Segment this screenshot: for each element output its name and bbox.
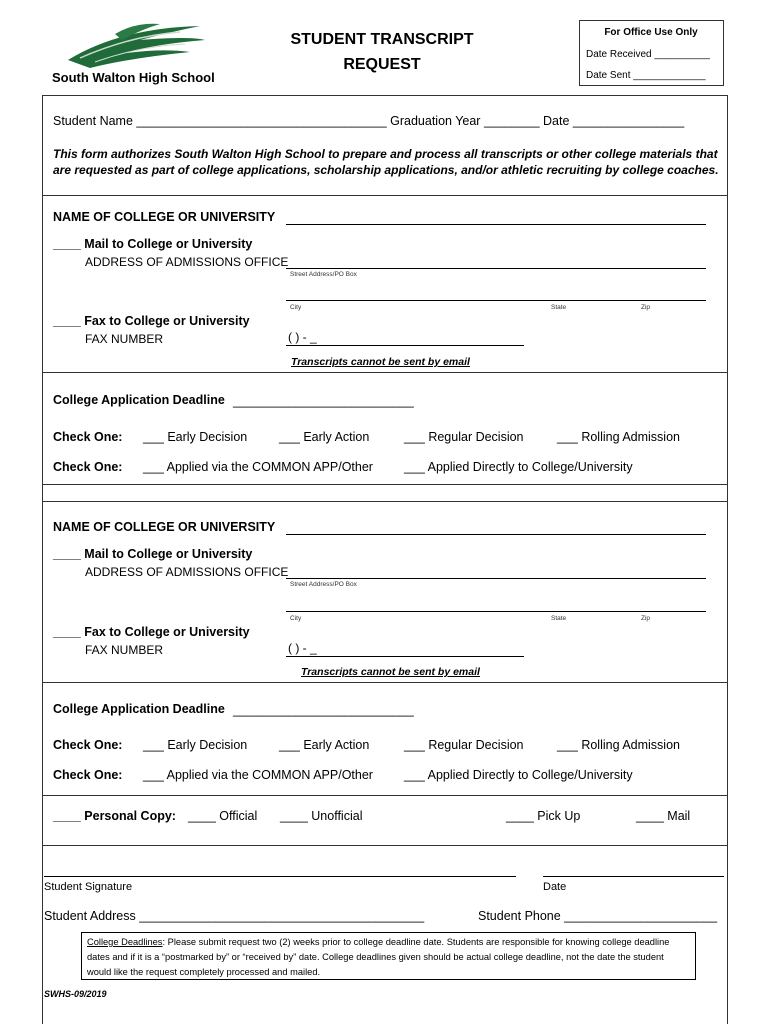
state-caption: State (551, 304, 567, 311)
fax-number-label: FAX NUMBER (85, 332, 164, 346)
student-address-field[interactable]: Student Address _________________________________________ (44, 909, 425, 923)
fax-option-label[interactable]: ____ Fax to College or University (53, 314, 250, 328)
no-email-note: Transcripts cannot be sent by email (291, 356, 470, 368)
applied-directly-option[interactable]: ___ Applied Directly to College/University (404, 460, 633, 474)
mail-option[interactable]: ____ Mail (636, 809, 691, 823)
official-option[interactable]: ____ Official (188, 809, 258, 823)
unofficial-option[interactable]: ____ Unofficial (280, 809, 363, 823)
check-one-label: Check One: (53, 768, 123, 782)
early-decision-option[interactable]: ___ Early Decision (143, 738, 248, 752)
city-state-zip-input[interactable] (286, 611, 706, 612)
signature-date-input[interactable] (543, 876, 724, 877)
check-one-label: Check One: (53, 460, 123, 474)
fax-number-input[interactable]: ( ) - _ (288, 330, 317, 344)
pick-up-option[interactable]: ____ Pick Up (506, 809, 581, 823)
common-app-option[interactable]: ___ Applied via the COMMON APP/Other (143, 768, 373, 782)
form-title-line2: REQUEST (343, 56, 421, 73)
personal-copy-option[interactable]: ____ Personal Copy: (53, 809, 176, 823)
fax-option-label[interactable]: ____ Fax to College or University (53, 625, 250, 639)
college-name-input[interactable] (286, 534, 706, 535)
fax-number-label: FAX NUMBER (85, 643, 164, 657)
zip-caption: Zip (641, 304, 651, 311)
section-divider (42, 795, 728, 796)
note-lead: College Deadlines (87, 937, 163, 947)
early-action-option[interactable]: ___ Early Action (279, 738, 370, 752)
early-decision-option[interactable]: ___ Early Decision (143, 430, 248, 444)
section-divider (42, 682, 728, 683)
city-state-zip-input[interactable] (286, 300, 706, 301)
deadline-input[interactable]: __________________________ (233, 394, 414, 408)
office-use-box (579, 20, 724, 86)
school-name: South Walton High School (52, 70, 215, 85)
city-caption: City (290, 615, 302, 622)
city-caption: City (290, 304, 302, 311)
deadline-input[interactable]: __________________________ (233, 703, 414, 717)
office-use-title: For Office Use Only (604, 27, 698, 38)
form-code: SWHS-09/2019 (44, 989, 107, 999)
zip-caption: Zip (641, 615, 651, 622)
fax-number-input[interactable]: ( ) - _ (288, 641, 317, 655)
street-input[interactable] (286, 268, 706, 269)
signature-date-label: Date (543, 881, 567, 893)
early-action-option[interactable]: ___ Early Action (279, 430, 370, 444)
check-one-label: Check One: (53, 430, 123, 444)
applied-directly-option[interactable]: ___ Applied Directly to College/University (404, 768, 633, 782)
authorization-statement: This form authorizes South Walton High School to prepare and process all transcripts or other college materials that are requested as part of college applications, scholarship applications, and/or athletic recruiting by college coaches. (53, 147, 719, 177)
school-logo-icon (60, 18, 210, 70)
address-label: ADDRESS OF ADMISSIONS OFFICE (85, 255, 289, 269)
date-sent-field[interactable]: Date Sent _____________ (586, 70, 706, 81)
no-email-note: Transcripts cannot be sent by email (301, 666, 480, 678)
signature-label: Student Signature (44, 881, 133, 893)
fax-underline (286, 656, 524, 657)
address-label: ADDRESS OF ADMISSIONS OFFICE (85, 565, 289, 579)
rolling-admission-option[interactable]: ___ Rolling Admission (557, 738, 680, 752)
rolling-admission-option[interactable]: ___ Rolling Admission (557, 430, 680, 444)
student-name-line[interactable]: Student Name ____________________________________ Graduation Year ________ Date ________________ (53, 114, 685, 128)
street-caption: Street Address/PO Box (290, 271, 357, 278)
form-title-line1: STUDENT TRANSCRIPT (290, 31, 474, 48)
street-caption: Street Address/PO Box (290, 581, 357, 588)
signature-input[interactable] (44, 876, 516, 877)
college-name-input[interactable] (286, 224, 706, 225)
regular-decision-option[interactable]: ___ Regular Decision (404, 738, 524, 752)
regular-decision-option[interactable]: ___ Regular Decision (404, 430, 524, 444)
check-one-label: Check One: (53, 738, 123, 752)
college-name-label: NAME OF COLLEGE OR UNIVERSITY (53, 520, 276, 534)
mail-option-label[interactable]: ____ Mail to College or University (53, 547, 253, 561)
date-received-field[interactable]: Date Received __________ (586, 49, 710, 60)
common-app-option[interactable]: ___ Applied via the COMMON APP/Other (143, 460, 373, 474)
state-caption: State (551, 615, 567, 622)
street-input[interactable] (286, 578, 706, 579)
mail-option-label[interactable]: ____ Mail to College or University (53, 237, 253, 251)
deadline-label: College Application Deadline (53, 393, 225, 407)
section-divider (42, 372, 728, 373)
note-text: : Please submit request two (2) weeks prior to college deadline date. Students are responsible for knowing college deadline dates and if it is a “postmarked by” or “received by” date. College deadlines given should be actual college deadline, not the date the student would like the request completely processed and mailed. (87, 937, 670, 977)
student-phone-field[interactable]: Student Phone ______________________ (478, 909, 718, 923)
deadline-note-box (81, 932, 696, 980)
deadline-label: College Application Deadline (53, 702, 225, 716)
college-name-label: NAME OF COLLEGE OR UNIVERSITY (53, 210, 276, 224)
fax-underline (286, 345, 524, 346)
